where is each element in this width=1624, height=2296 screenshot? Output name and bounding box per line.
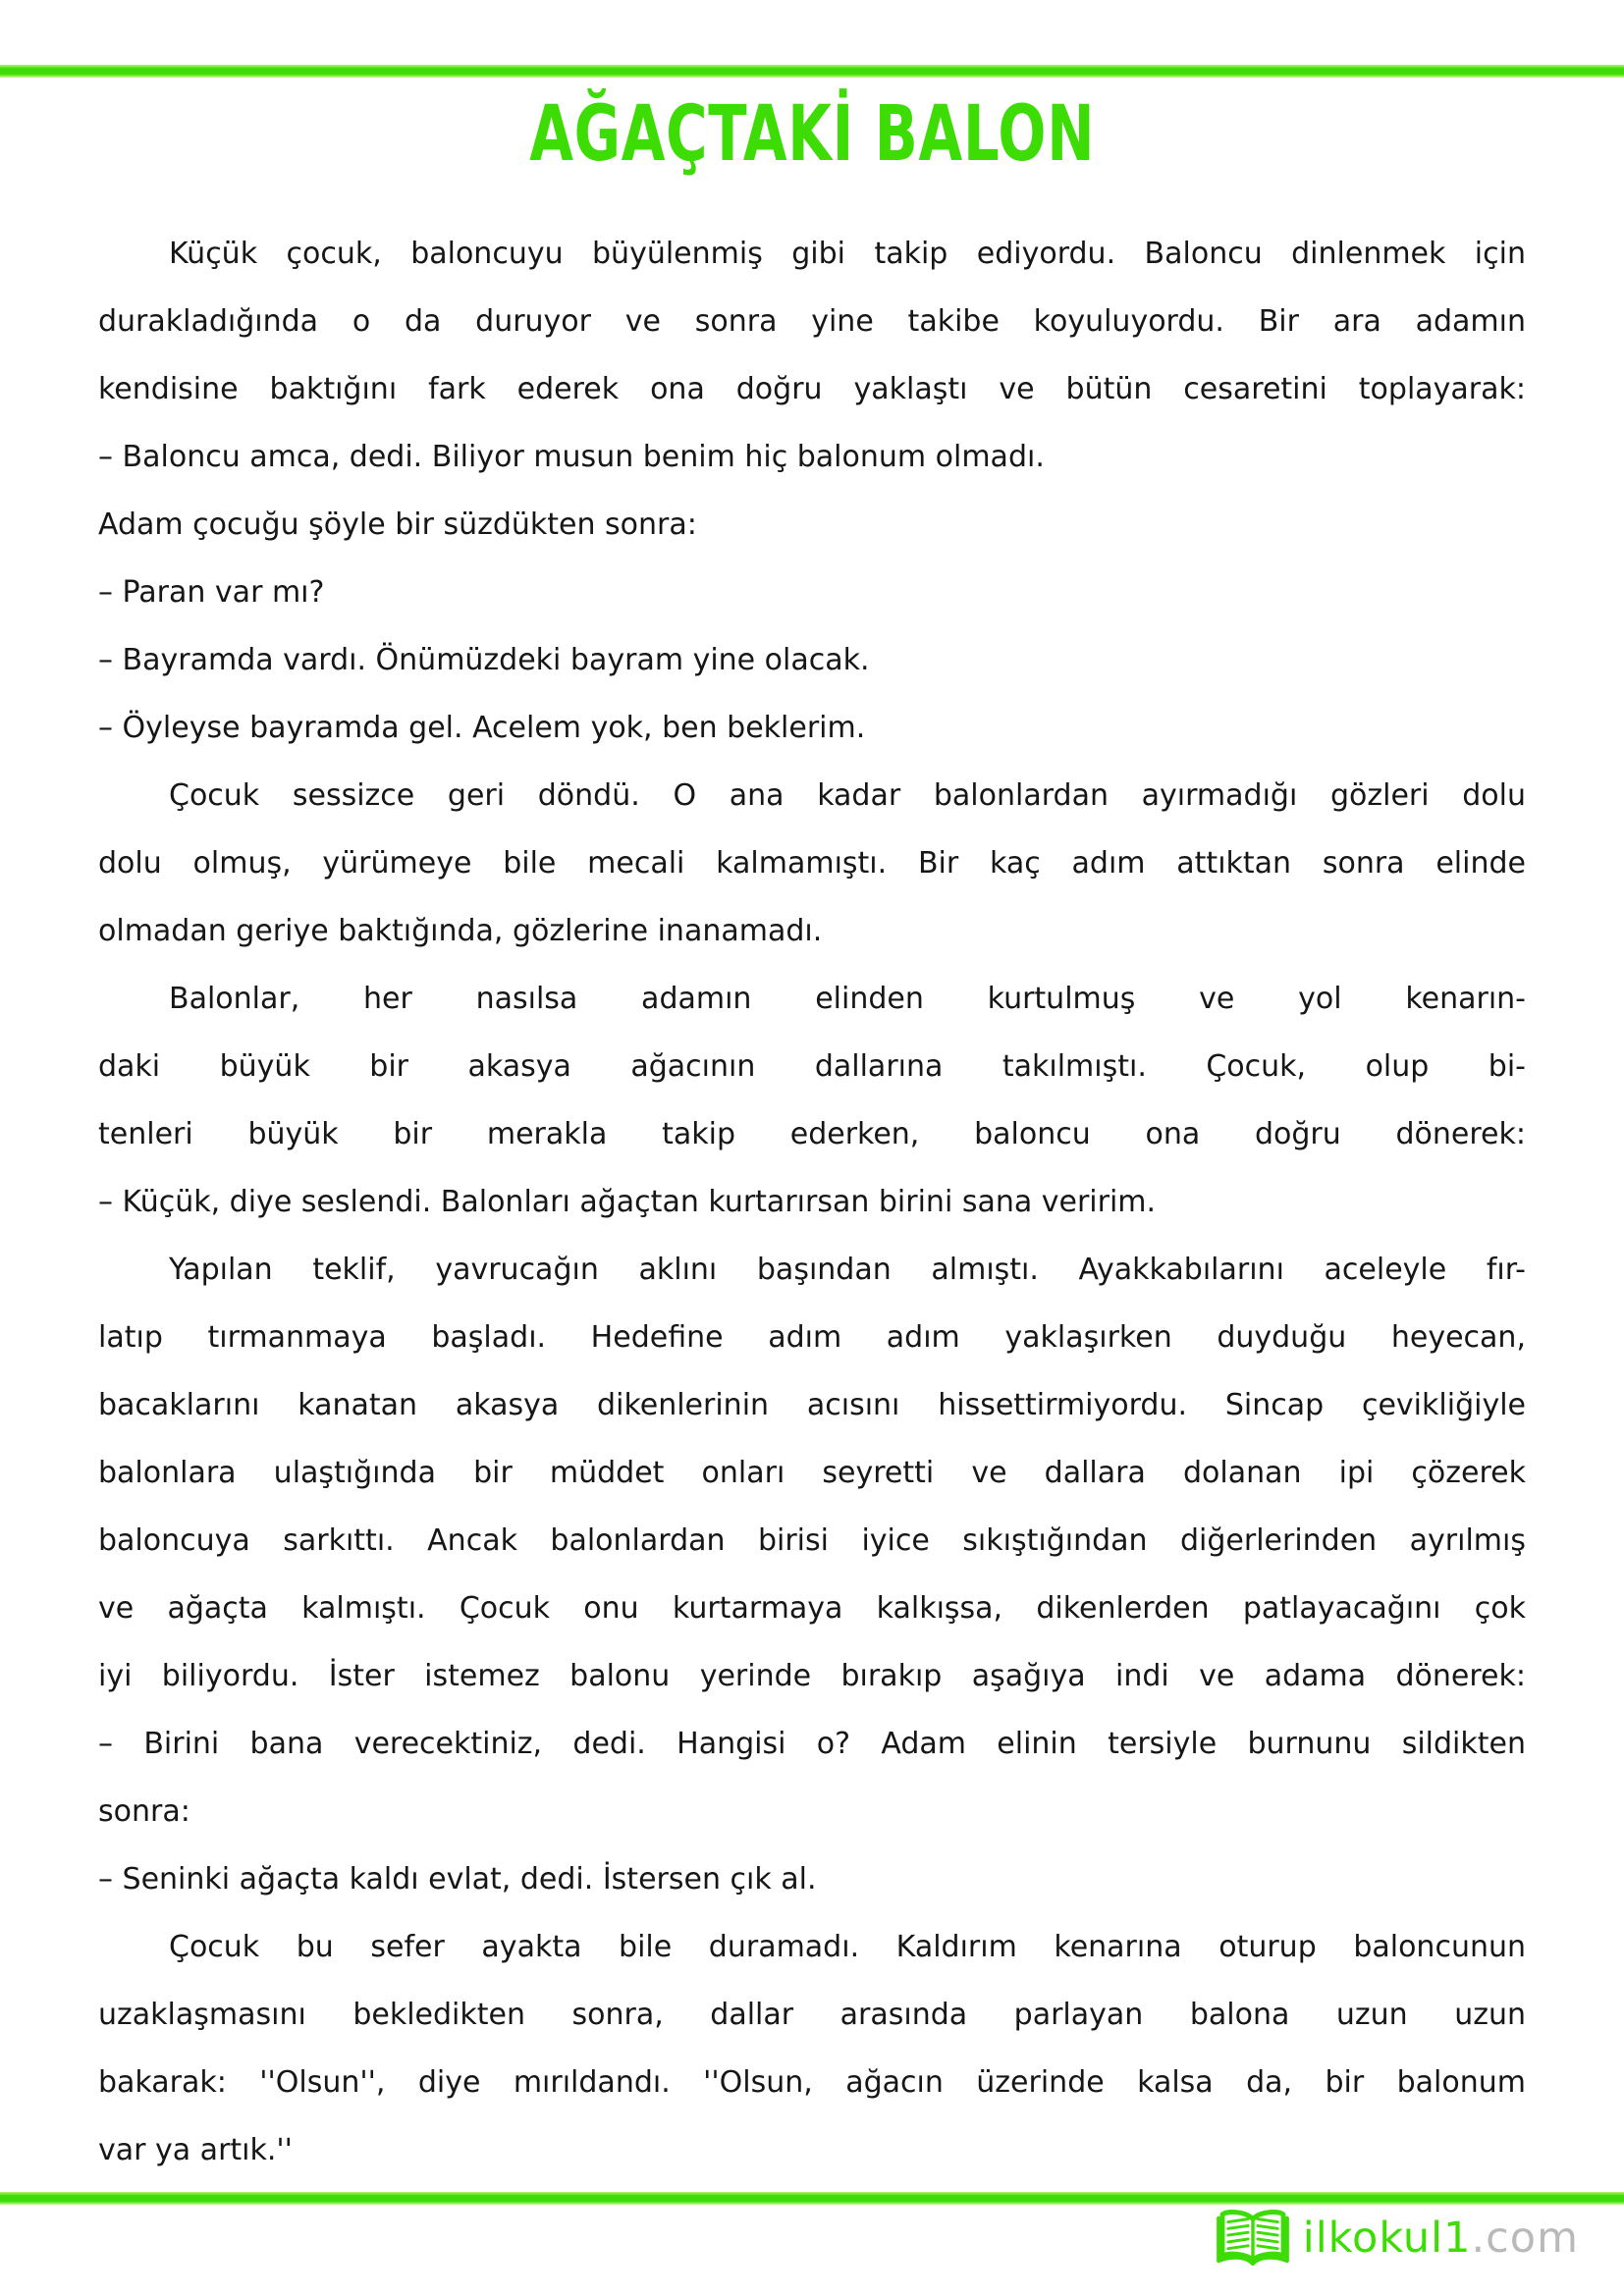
page-title <box>0 90 1624 179</box>
story-line: – Paran var mı? <box>98 575 325 610</box>
story-line: olmadan geriye baktığında, gözlerine inanamadı. <box>98 914 823 948</box>
story-body <box>98 220 1526 2184</box>
story-line: – Öyleyse bayramda gel. Acelem yok, ben beklerim. <box>98 711 866 745</box>
story-line: durakladığında o da duruyor ve sonra yine takibe koyuluyordu. Bir ara adamın <box>98 304 1526 339</box>
story-line: baloncuya sarkıttı. Ancak balonlardan birisi iyice sıkıştığından diğerlerinden ayrılmış <box>98 1523 1526 1558</box>
story-line: Çocuk bu sefer ayakta bile duramadı. Kaldırım kenarına oturup baloncunun <box>169 1930 1526 1964</box>
story-line: Balonlar, her nasılsa adamın elinden kurtulmuş ve yol kenarın- <box>169 982 1526 1016</box>
story-line: iyi biliyordu. İster istemez balonu yerinde bırakıp aşağıya indi ve adama dönerek: <box>98 1659 1526 1693</box>
story-line: Küçük çocuk, baloncuyu büyülenmiş gibi takip ediyordu. Baloncu dinlenmek için <box>169 237 1526 271</box>
story-line: Adam çocuğu şöyle bir süzdükten sonra: <box>98 507 697 542</box>
footer-logo <box>1213 2207 1579 2269</box>
top-border-rule <box>0 65 1624 78</box>
story-line: ve ağaçta kalmıştı. Çocuk onu kurtarmaya kalkışsa, dikenlerden patlayacağını çok <box>98 1591 1526 1626</box>
story-line: – Baloncu amca, dedi. Biliyor musun benim hiç balonum olmadı. <box>98 440 1045 474</box>
story-line: bacaklarını kanatan akasya dikenlerinin acısını hissettirmiyordu. Sincap çevikliğiyle <box>98 1388 1526 1422</box>
story-line: – Bayramda vardı. Önümüzdeki bayram yine olacak. <box>98 643 870 677</box>
brand-name: ilkokul1 <box>1302 2214 1472 2263</box>
brand-suffix: .com <box>1471 2214 1579 2263</box>
story-line: Yapılan teklif, yavrucağın aklını başından almıştı. Ayakkabılarını aceleyle fır- <box>169 1253 1526 1287</box>
page-title-text: AĞAÇTAKİ BALON <box>528 90 1096 179</box>
story-line: kendisine baktığını fark ederek ona doğru yaklaştı ve bütün cesaretini toplayarak: <box>98 372 1526 406</box>
story-line: balonlara ulaştığında bir müddet onları seyretti ve dallara dolanan ipi çözerek <box>98 1456 1526 1490</box>
brand-wordmark <box>1303 2207 1579 2269</box>
story-line: uzaklaşmasını bekledikten sonra, dallar arasında parlayan balona uzun uzun <box>98 1998 1526 2032</box>
story-line: latıp tırmanmaya başladı. Hedefine adım adım yaklaşırken duyduğu heyecan, <box>98 1320 1526 1355</box>
bottom-border-rule <box>0 2192 1624 2205</box>
story-line: daki büyük bir akasya ağacının dallarına takılmıştı. Çocuk, olup bi- <box>98 1049 1526 1084</box>
story-line: – Seninki ağaçta kaldı evlat, dedi. İstersen çık al. <box>98 1862 817 1896</box>
story-line: bakarak: ''Olsun'', diye mırıldandı. ''Olsun, ağacın üzerinde kalsa da, bir balonum <box>98 2065 1526 2100</box>
story-line: tenleri büyük bir merakla takip ederken, baloncu ona doğru dönerek: <box>98 1117 1526 1151</box>
story-line: sonra: <box>98 1794 190 1829</box>
story-line: dolu olmuş, yürümeye bile mecali kalmamıştı. Bir kaç adım attıktan sonra elinde <box>98 846 1526 881</box>
story-line: var ya artık.'' <box>98 2133 293 2167</box>
story-line: Çocuk sessizce geri döndü. O ana kadar balonlardan ayırmadığı gözleri dolu <box>169 778 1526 813</box>
open-book-icon <box>1213 2207 1293 2269</box>
story-line: – Birini bana verecektiniz, dedi. Hangisi o? Adam elinin tersiyle burnunu sildikten <box>98 1727 1526 1761</box>
story-line: – Küçük, diye seslendi. Balonları ağaçtan kurtarırsan birini sana veririm. <box>98 1185 1157 1219</box>
